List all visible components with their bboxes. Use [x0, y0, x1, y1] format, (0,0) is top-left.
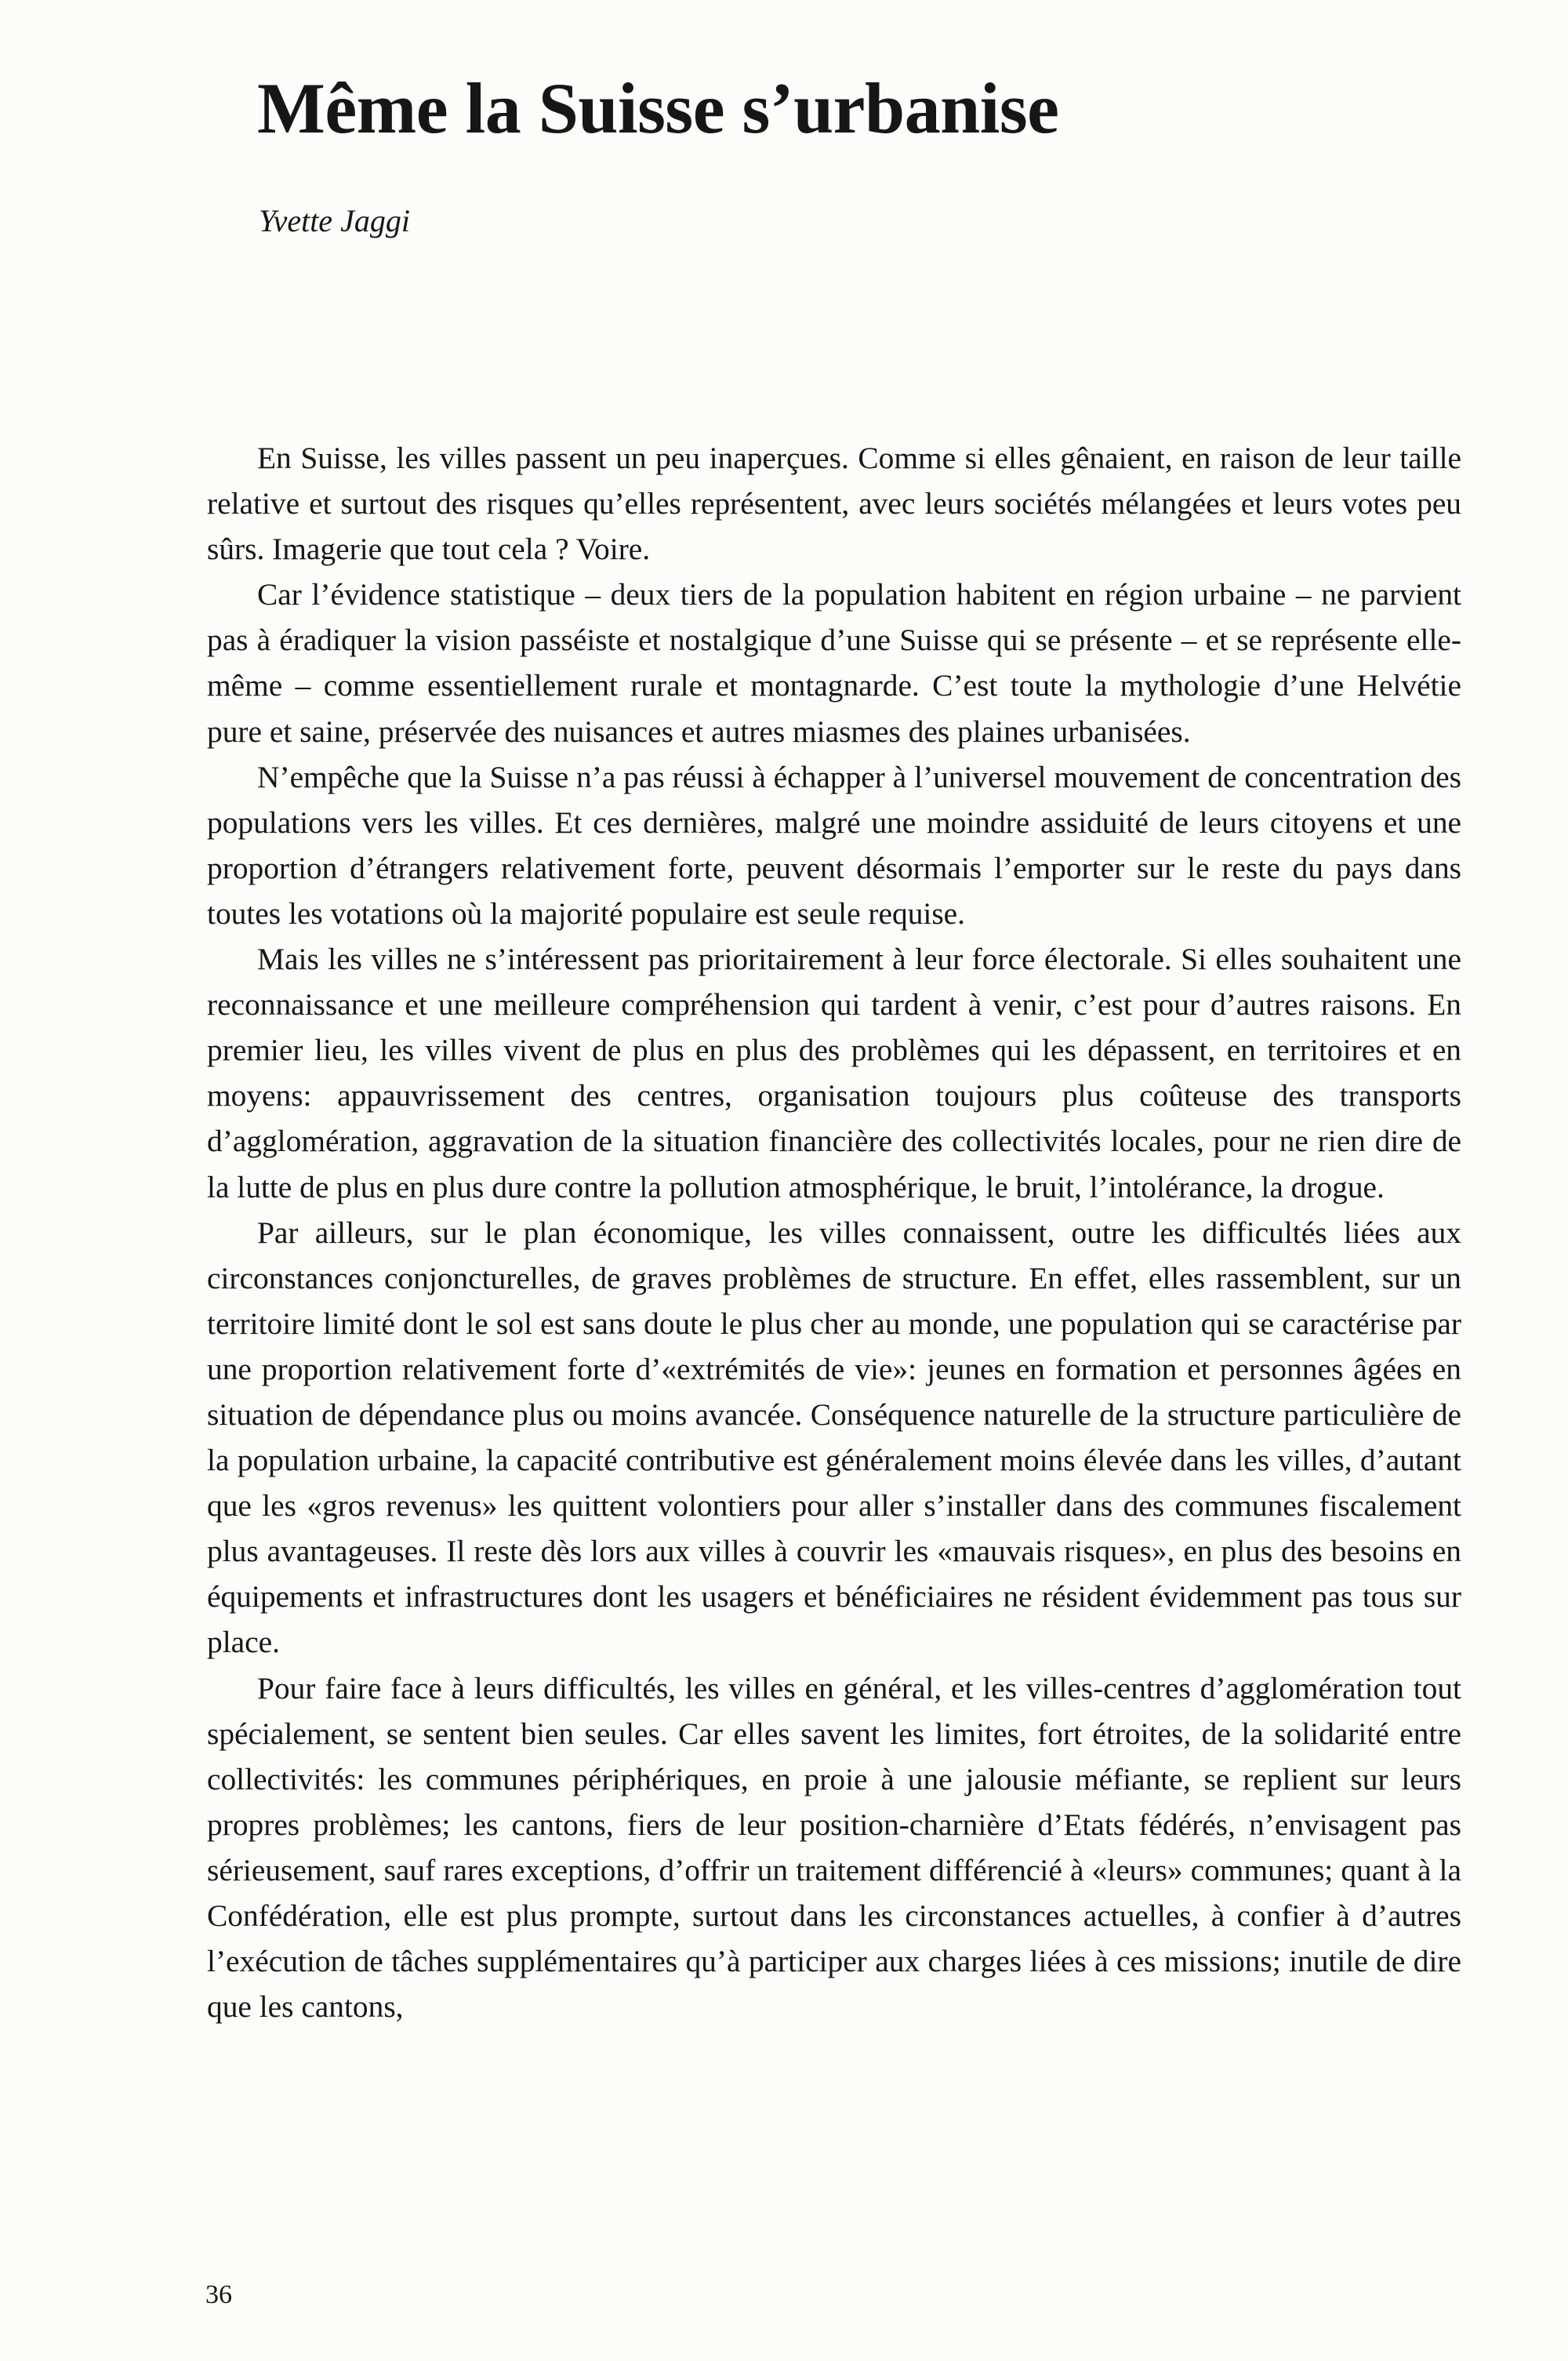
author-name: Yvette Jaggi [259, 203, 410, 238]
page-number: 36 [205, 2280, 232, 2309]
paragraph: Pour faire face à leurs difficultés, les villes en général, et les villes-centres d’agglomération tout spécialement, se sentent bien seules. Car elles savent les limites, fort étroites, de la solidarité entre collectivités: les communes périphériques, en proie à une jalousie méfiante, se replient sur leurs propres problèmes; les cantons, fiers de leur position-charnière d’Etats fédérés, n’envisagent pas sérieusement, sauf rares exceptions, d’offrir un traitement différencié à «leurs» communes; quant à la Confédération, elle est plus prompte, surtout dans les circonstances actuelles, à confier à d’autres l’exécution de tâches supplémentaires qu’à participer aux charges liées à ces missions; inutile de dire que les cantons, [207, 1670, 1461, 2025]
paragraph: Mais les villes ne s’intéressent pas prioritairement à leur force électorale. Si elles souhaitent une reconnaissance et une meilleure compréhension qui tardent à venir, c’est pour d’autres raisons. En premier lieu, les villes vivent de plus en plus des problèmes qui les dépassent, en territoires et en moyens: appauvrissement des centres, organisation toujours plus coûteuse des transports d’agglomération, aggravation de la situation financière des collectivités locales, pour ne rien dire de la lutte de plus en plus dure contre la pollution atmosphérique, le bruit, l’intolérance, la drogue. [207, 942, 1461, 1204]
paragraph: Car l’évidence statistique – deux tiers de la population habitent en région urbaine – ne parvient pas à éradiquer la vision passéiste et nostalgique d’une Suisse qui se présente – et se représente elle-même – comme essentiellement rurale et montagnarde. C’est toute la mythologie d’une Helvétie pure et saine, préservée des nuisances et autres miasmes des plaines urbanisées. [207, 577, 1461, 749]
paragraph: N’empêche que la Suisse n’a pas réussi à échapper à l’universel mouvement de concentration des populations vers les villes. Et ces dernières, malgré une moindre assiduité de leurs citoyens et une proportion d’étrangers relativement forte, peuvent désormais l’emporter sur le reste du pays dans toutes les votations où la majorité populaire est seule requise. [207, 759, 1461, 931]
article-body [207, 435, 1461, 2029]
paragraph: En Suisse, les villes passent un peu inaperçues. Comme si elles gênaient, en raison de leur taille relative et surtout des risques qu’elles représentent, avec leurs sociétés mélangées et leurs votes peu sûrs. Imagerie que tout cela ? Voire. [207, 441, 1461, 567]
paragraph: Par ailleurs, sur le plan économique, les villes connaissent, outre les difficultés liées aux circonstances conjoncturelles, de graves problèmes de structure. En effet, elles rassemblent, sur un territoire limité dont le sol est sans doute le plus cher au monde, une population qui se caractérise par une proportion relativement forte d’«extrémités de vie»: jeunes en formation et personnes âgées en situation de dépendance plus ou moins avancée. Conséquence naturelle de la structure particulière de la population urbaine, la capacité contributive est généralement moins élevée dans les villes, d’autant que les «gros revenus» les quittent volontiers pour aller s’installer dans des communes fiscalement plus avantageuses. Il reste dès lors aux villes à couvrir les «mauvais risques», en plus des besoins en équipements et infrastructures dont les usagers et bénéficiaires ne résident évidemment pas tous sur place. [207, 1215, 1461, 1660]
article-title: Même la Suisse s’urbanise [257, 68, 1059, 148]
